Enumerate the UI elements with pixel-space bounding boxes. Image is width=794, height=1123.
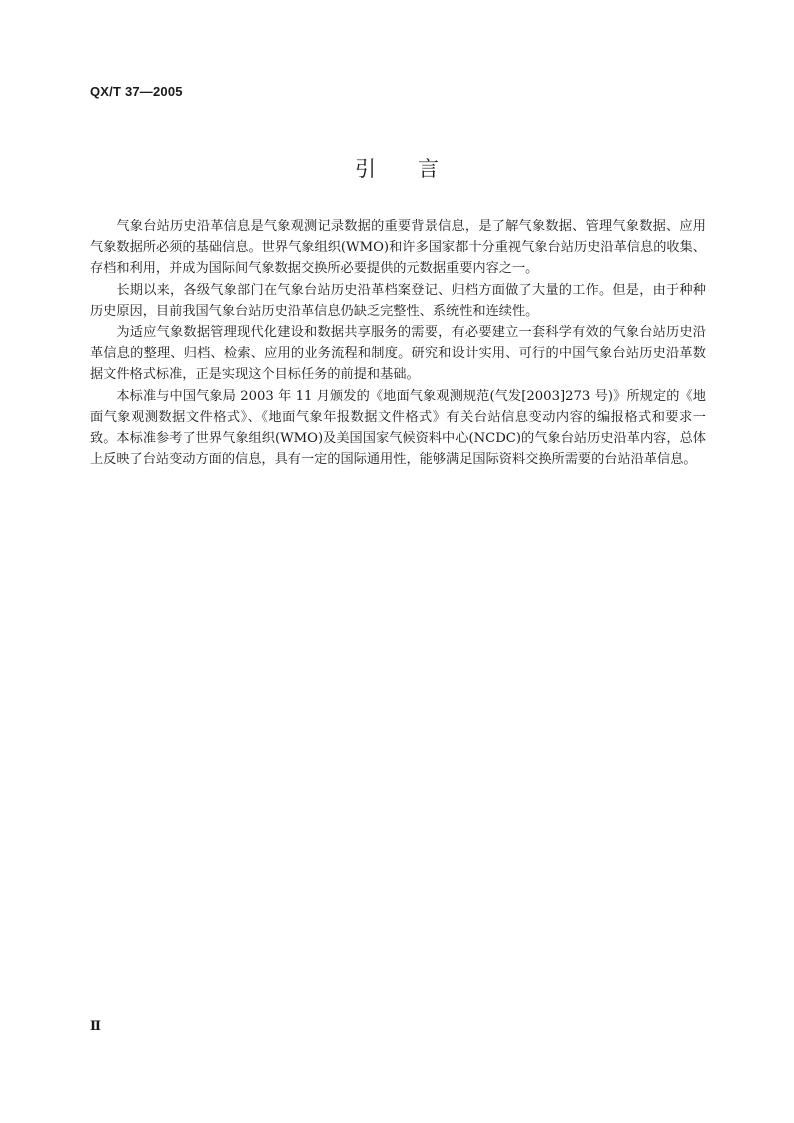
page-number: Ⅱ — [90, 1019, 101, 1034]
standard-code: QX/T 37—2005 — [90, 84, 183, 99]
section-title: 引言 — [355, 157, 481, 181]
introduction-body — [90, 216, 706, 470]
paragraph: 本标准与中国气象局 2003 年 11 月颁发的《地面气象观测规范(气发[2003]273 号)》所规定的《地面气象观测数据文件格式》、《地面气象年报数据文件格式》有关台站信息变动内容的编报格式和要求一致。本标准参考了世界气象组织(WMO)及美国国家气候资料中心(NCDC)的气象台站历史沿革内容，总体上反映了台站变动方面的信息，具有一定的国际通用性，能够满足国际资料交换所需要的台站沿革信息。 — [90, 388, 706, 468]
paragraph: 长期以来，各级气象部门在气象台站历史沿革档案登记、归档方面做了大量的工作。但是，由于种种历史原因，目前我国气象台站历史沿革信息仍缺乏完整性、系统性和连续性。 — [90, 282, 706, 319]
paragraph: 为适应气象数据管理现代化建设和数据共享服务的需要，有必要建立一套科学有效的气象台站历史沿革信息的整理、归档、检索、应用的业务流程和制度。研究和设计实用、可行的中国气象台站历史沿革数据文件格式标准，正是实现这个目标任务的前提和基础。 — [90, 325, 706, 383]
paragraph: 气象台站历史沿革信息是气象观测记录数据的重要背景信息，是了解气象数据、管理气象数据、应用气象数据所必须的基础信息。世界气象组织(WMO)和许多国家都十分重视气象台站历史沿革信息的收集、存档和利用，并成为国际间气象数据交换所必要提供的元数据重要内容之一。 — [90, 219, 706, 277]
